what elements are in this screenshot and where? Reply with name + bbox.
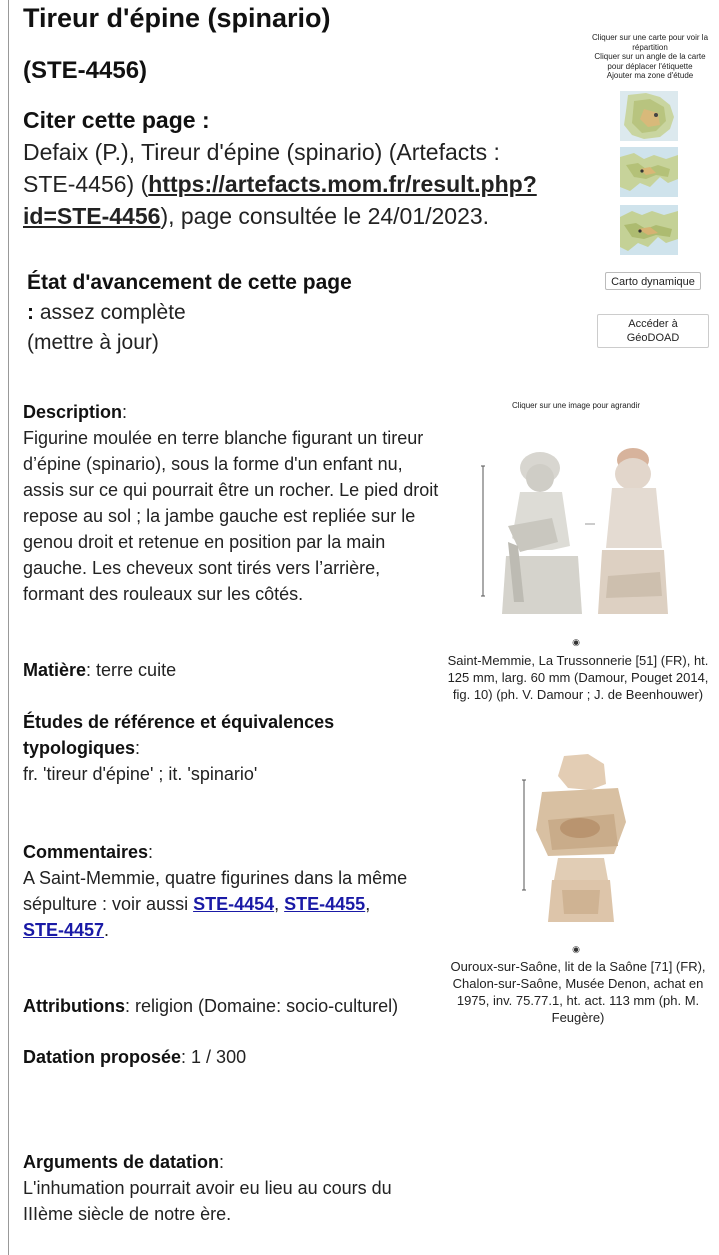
zoom-icon[interactable]: ◉ — [572, 637, 580, 647]
commentaires-text: A Saint-Memmie, quatre figurines dans la même sépulture : voir aussi — [23, 868, 408, 914]
page-title: Tireur d'épine (spinario) — [23, 3, 331, 33]
citation-heading: Citer cette page : — [23, 107, 210, 133]
attributions-value: religion (Domaine: socio-culturel) — [135, 996, 399, 1016]
page-left-border — [8, 0, 9, 1255]
link-ste-4455[interactable]: STE-4455 — [284, 894, 366, 914]
caption-saint-memmie: Saint-Memmie, La Trussonnerie [51] (FR), ht. 125 mm, larg. 60 mm (Damour, Pouget 2014, fig. 10) (ph. V. Damour ; J. de Beenhouwer) — [447, 653, 709, 702]
arguments-label: Arguments de datation — [23, 1152, 220, 1172]
carto-dynamique-button[interactable]: Carto dynamique — [605, 272, 701, 290]
link-ste-4454[interactable]: STE-4454 — [193, 894, 275, 914]
map-hint — [588, 33, 712, 81]
matiere-section: Matière: terre cuite — [23, 660, 177, 680]
status-update-link[interactable]: (mettre à jour) — [27, 331, 159, 354]
commentaires-section: Commentaires: A Saint-Memmie, quatre figurines dans la même sépulture : voir aussi STE-4454, STE-4455, STE-4457. — [23, 842, 408, 940]
citation-text: Defaix (P.), Tireur d'épine (spinario) (Artefacts : STE-4456) ( — [23, 139, 500, 197]
map-thumbnail-europe-2[interactable] — [620, 205, 678, 255]
photo-saint-memmie[interactable] — [478, 446, 682, 618]
citation-block — [23, 104, 553, 232]
attributions-label: Attributions — [23, 996, 125, 1016]
image-hint: Cliquer sur une image pour agrandir — [511, 401, 641, 410]
commentaires-label: Commentaires — [23, 842, 149, 862]
arguments-text: L'inhumation pourrait avoir eu lieu au cours du IIIème siècle de notre ère. — [23, 1178, 392, 1224]
datation-label: Datation proposée — [23, 1047, 182, 1067]
map-thumbnail-europe-1[interactable] — [620, 147, 678, 197]
map-hint-move: Cliquer sur un angle de la carte pour déplacer l'étiquette — [594, 52, 706, 71]
arguments-section: Arguments de datation: L'inhumation pourrait avoir eu lieu au cours du IIIème siècle de notre ère. — [23, 1152, 392, 1224]
reference-code: (STE-4456) — [23, 57, 148, 84]
citation-date: ), page consultée le 24/01/2023. — [160, 203, 490, 229]
datation-section: Datation proposée: 1 / 300 — [23, 1047, 247, 1067]
status-block — [27, 268, 357, 358]
status-label: État d'avancement de cette page : — [27, 271, 352, 324]
caption-ouroux-sur-saone: Ouroux-sur-Saône, lit de la Saône [71] (FR), Chalon-sur-Saône, Musée Denon, achat en 1975, inv. 75.77.1, ht. act. 113 mm (ph. M. Feugère) — [450, 959, 706, 1025]
link-ste-4457[interactable]: STE-4457 — [23, 920, 105, 940]
etudes-label: Études de référence et équivalences typologiques — [23, 712, 335, 758]
citation-url-link[interactable]: https://artefacts.mom.fr/result.php?id=STE-4456 — [23, 171, 537, 229]
etudes-section: Études de référence et équivalences typologiques: fr. 'tireur d'épine' ; it. 'spinario' — [23, 712, 335, 784]
map-hint-add-zone[interactable]: Ajouter ma zone d'étude — [606, 71, 694, 80]
matiere-label: Matière — [23, 660, 87, 680]
map-thumbnail-france[interactable] — [620, 91, 678, 141]
datation-value: 1 / 300 — [191, 1047, 247, 1067]
description-text: Figurine moulée en terre blanche figurant un tireur d’épine (spinario), sous la forme d'un enfant nu, assis sur ce qui pourrait être un rocher. Le pied droit repose au sol ; la jambe gauche est repliée sur le genou droit et retenue en position par la main gauche. Les cheveux sont tirés vers l’arrière, formant des rouleaux sur les côtés. — [23, 428, 439, 604]
map-hint-click: Cliquer sur une carte pour voir la répartition — [591, 33, 709, 52]
etudes-value: fr. 'tireur d'épine' ; it. 'spinario' — [23, 764, 258, 784]
attributions-section: Attributions: religion (Domaine: socio-culturel) — [23, 996, 399, 1016]
geodoad-button[interactable]: Accéder à GéoDOAD — [597, 314, 709, 348]
status-value: assez complète — [34, 301, 186, 324]
commentaires-end: . — [104, 920, 110, 940]
matiere-value: terre cuite — [96, 660, 177, 680]
photo-ouroux-sur-saone[interactable] — [518, 750, 642, 928]
zoom-icon[interactable]: ◉ — [572, 944, 580, 954]
description-label: Description — [23, 402, 123, 422]
description-section: Description: Figurine moulée en terre blanche figurant un tireur d’épine (spinario), sous la forme d'un enfant nu, assis sur ce qui pourrait être un rocher. Le pied droit repose au sol ; la jambe gauche est repliée sur le genou droit et retenue en position par la main gauche. Les cheveux sont tirés vers l’arrière, formant des rouleaux sur les côtés. — [23, 402, 439, 604]
